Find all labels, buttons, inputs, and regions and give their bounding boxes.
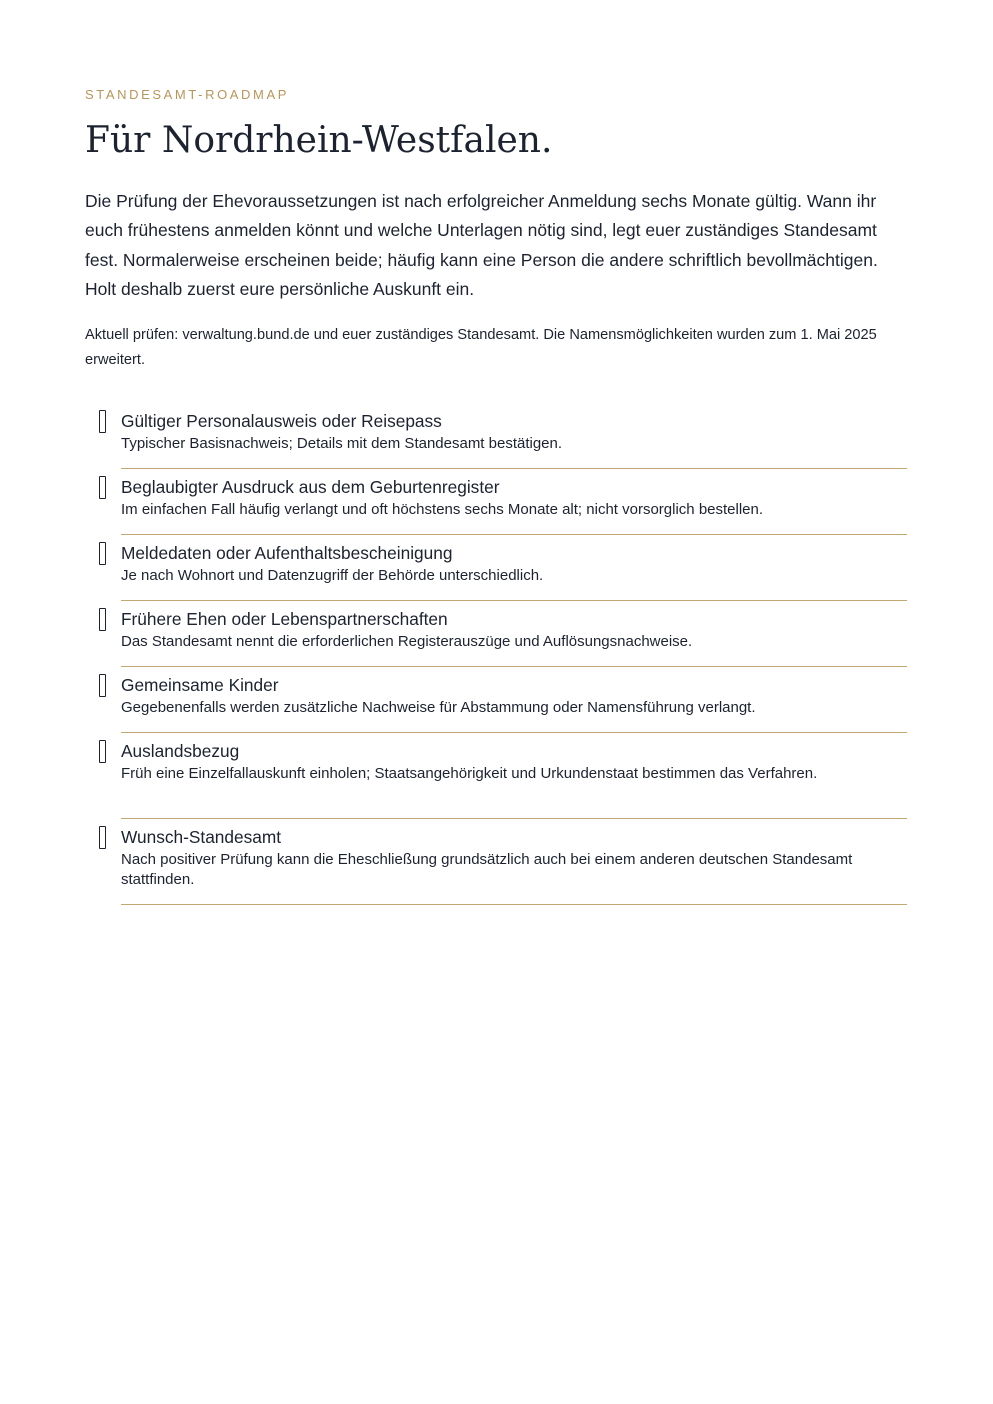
checklist-item	[85, 408, 907, 474]
page-title: Für Nordrhein-Westfalen.	[85, 120, 553, 161]
item-divider	[121, 468, 907, 469]
checklist-item	[85, 474, 907, 540]
checkbox-icon[interactable]	[99, 476, 106, 499]
checklist-item-description: Je nach Wohnort und Datenzugriff der Behörde unterschiedlich.	[121, 567, 544, 584]
checklist-item-description: Gegebenenfalls werden zusätzliche Nachweise für Abstammung oder Namensführung verlangt.	[121, 699, 756, 716]
checkbox-icon[interactable]	[99, 740, 106, 763]
checklist-item-title: Gemeinsame Kinder	[121, 675, 279, 695]
checklist-item-body	[121, 672, 907, 718]
item-divider	[121, 666, 907, 667]
checklist-item-title: Frühere Ehen oder Lebenspartnerschaften	[121, 609, 448, 629]
checklist-item	[85, 824, 907, 910]
checklist-item-description: Nach positiver Prüfung kann die Eheschließung grundsätzlich auch bei einem anderen deutschen Standesamt stattfinden.	[121, 851, 853, 888]
checkbox-icon[interactable]	[99, 410, 106, 433]
checklist-item-title: Wunsch-Standesamt	[121, 827, 282, 847]
checklist-item-body	[121, 824, 907, 890]
checklist-item-body	[121, 540, 907, 586]
checklist-item-body	[121, 408, 907, 454]
item-divider	[121, 818, 907, 819]
checkbox-icon[interactable]	[99, 674, 106, 697]
item-divider	[121, 600, 907, 601]
checkbox-icon[interactable]	[99, 826, 106, 849]
checklist-item-description: Früh eine Einzelfallauskunft einholen; Staatsangehörigkeit und Urkundenstaat bestimmen das Verfahren.	[121, 765, 818, 782]
checklist-item	[85, 606, 907, 672]
checklist-item-body	[121, 474, 907, 520]
item-divider	[121, 904, 907, 905]
checklist-item-description: Das Standesamt nennt die erforderlichen Registerauszüge und Auflösungsnachweise.	[121, 633, 693, 650]
checklist-item-title: Beglaubigter Ausdruck aus dem Geburtenregister	[121, 477, 500, 497]
checklist-item-title: Meldedaten oder Aufenthaltsbescheinigung	[121, 543, 453, 563]
checkbox-icon[interactable]	[99, 542, 106, 565]
checklist-item	[85, 540, 907, 606]
checklist-item-description: Typischer Basisnachweis; Details mit dem Standesamt bestätigen.	[121, 435, 563, 452]
source-note: Aktuell prüfen: verwaltung.bund.de und euer zuständiges Standesamt. Die Namensmöglichkeiten wurden zum 1. Mai 2025 erweitert.	[85, 327, 877, 368]
checklist-item	[85, 738, 907, 824]
checklist-item	[85, 672, 907, 738]
checklist-item-body	[121, 606, 907, 652]
checkbox-icon[interactable]	[99, 608, 106, 631]
document-checklist	[85, 408, 907, 910]
checklist-item-description: Im einfachen Fall häufig verlangt und oft höchstens sechs Monate alt; nicht vorsorglich bestellen.	[121, 501, 764, 518]
item-divider	[121, 534, 907, 535]
intro-paragraph: Die Prüfung der Ehevoraussetzungen ist nach erfolgreicher Anmeldung sechs Monate gültig. Wann ihr euch frühestens anmelden könnt und welche Unterlagen nötig sind, legt euer zuständiges Standesamt fest. Normalerweise erscheinen beide; häufig kann eine Person die andere schriftlich bevollmächtigen. Holt deshalb zuerst eure persönliche Auskunft ein.	[85, 191, 878, 299]
checklist-item-title: Gültiger Personalausweis oder Reisepass	[121, 411, 442, 431]
item-divider	[121, 732, 907, 733]
checklist-item-body	[121, 738, 907, 784]
eyebrow-label: STANDESAMT-ROADMAP	[85, 87, 290, 102]
checklist-item-title: Auslandsbezug	[121, 741, 240, 761]
